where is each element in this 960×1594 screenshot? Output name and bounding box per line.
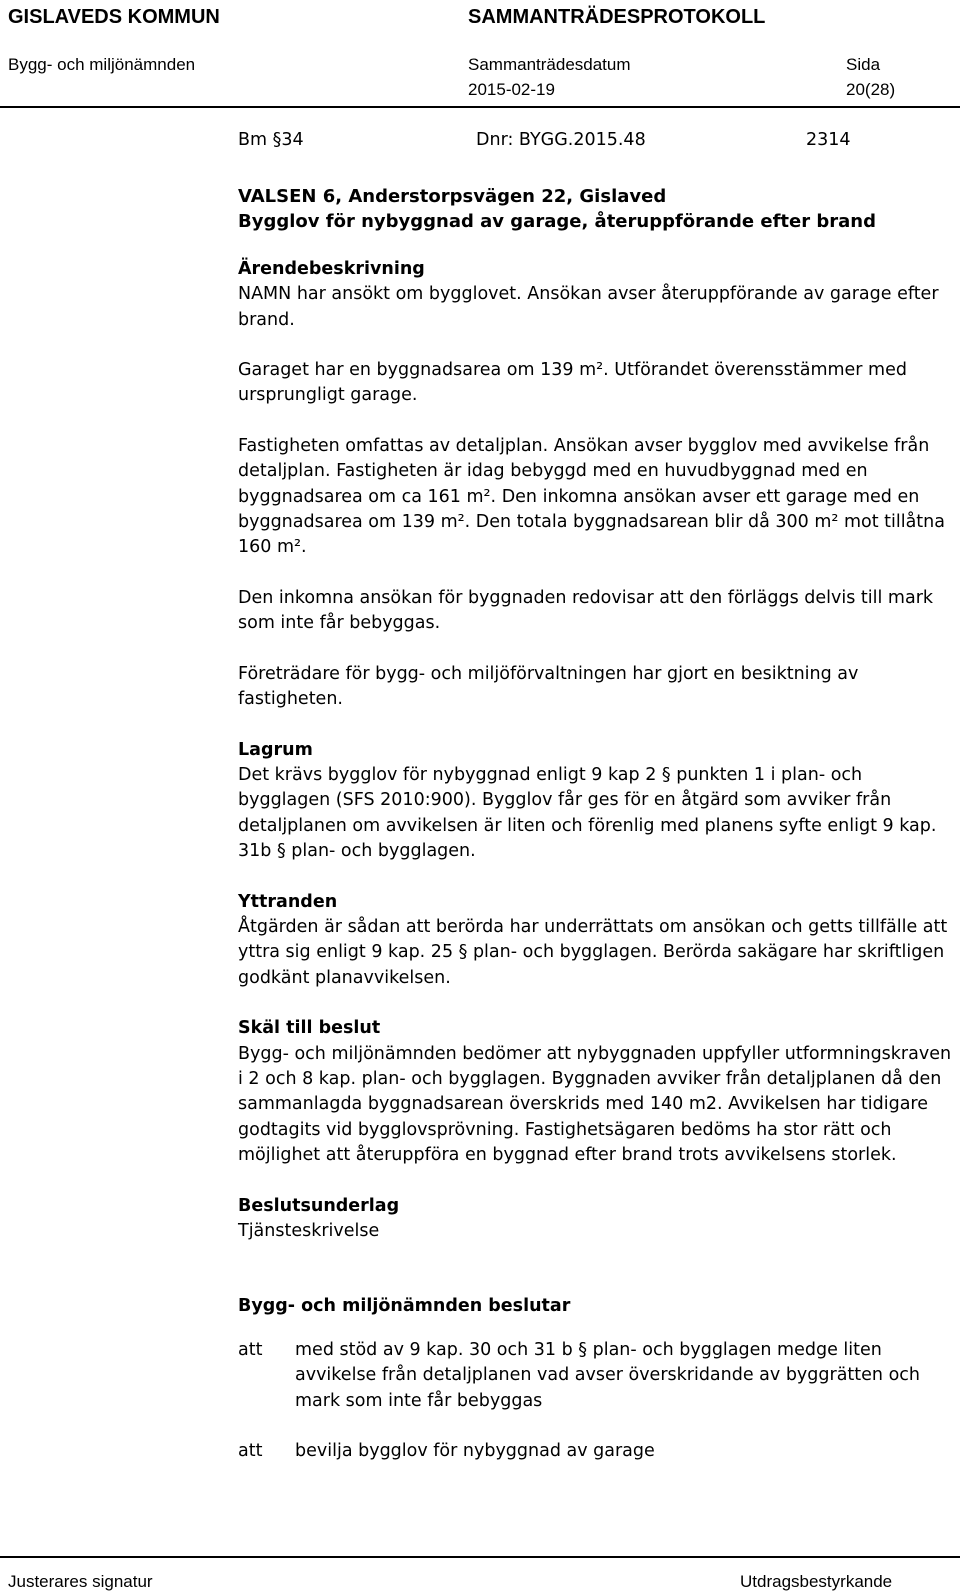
decision-text: med stöd av 9 kap. 30 och 31 b § plan- och bygglagen medge liten avvikelse från detaljplanen vad avser överskridande av byggrätten och mark som inte får bebyggas bbox=[295, 1339, 920, 1411]
decision-item bbox=[238, 1439, 958, 1464]
statements-text: Åtgärden är sådan att berörda har underrättats om ansökan och getts tillfälle att yttra sig enligt 9 kap. 25 § plan- och bygglagen. Berörda sakägare har skriftligen godkänt planavvikelsen. bbox=[238, 916, 948, 988]
description-paragraph: Fastigheten omfattas av detaljplan. Ansökan avser bygglov med avvikelse från detaljplan. Fastigheten är idag bebyggd med en huvudbyggnad med en byggnadsarea om ca 161 m². Den inkomna ansökan avser ett garage med en byggnadsarea om 139 m². Den totala byggnadsarean blir då 300 m² mot tillåtna 160 m². bbox=[238, 435, 945, 558]
meeting-date-label: Sammanträdesdatum bbox=[468, 55, 631, 74]
reason-heading: Skäl till beslut bbox=[238, 1018, 381, 1039]
law-text: Det krävs bygglov för nybyggnad enligt 9 kap 2 § punkten 1 i plan- och bygglagen (SFS 2010:900). Bygglov får ges för en åtgärd som avviker från detaljplanen om avvikelsen är liten och förenlig med planens syfte enligt 9 kap. 31b § plan- och bygglagen. bbox=[238, 764, 937, 862]
protocol-header bbox=[0, 0, 960, 108]
page-label: Sida bbox=[846, 55, 881, 74]
decision-item bbox=[238, 1338, 958, 1414]
description-paragraph: Garaget har en byggnadsarea om 139 m². Utförandet överensstämmer med ursprungligt garage. bbox=[238, 360, 907, 406]
basis-heading: Beslutsunderlag bbox=[238, 1195, 400, 1216]
case-title: VALSEN 6, Anderstorpsvägen 22, Gislaved bbox=[238, 186, 667, 207]
description-paragraph: NAMN har ansökt om bygglovet. Ansökan avser återuppförande av garage efter brand. bbox=[238, 284, 939, 330]
case-subtitle: Bygglov för nybyggnad av garage, återuppförande efter brand bbox=[238, 211, 876, 233]
diary-number: Dnr: BYGG.2015.48 bbox=[476, 130, 646, 150]
description-paragraph: Företrädare för bygg- och miljöförvaltningen har gjort en besiktning av fastigheten. bbox=[238, 663, 859, 710]
description-paragraph: Den inkomna ansökan för byggnaden redovisar att den förläggs delvis till mark som inte får bebyggas. bbox=[238, 587, 934, 634]
protocol-footer bbox=[0, 1556, 960, 1594]
law-heading: Lagrum bbox=[238, 739, 313, 760]
protocol-body bbox=[238, 128, 958, 1464]
document-type: SAMMANTRÄDESPROTOKOLL bbox=[468, 6, 766, 28]
case-number: 2314 bbox=[806, 130, 851, 150]
decision-prefix: att bbox=[238, 1441, 263, 1462]
header-divider bbox=[0, 106, 960, 108]
statements-heading: Yttranden bbox=[238, 891, 338, 912]
meeting-date: 2015-02-19 bbox=[468, 80, 555, 99]
decision-heading: Bygg- och miljönämnden beslutar bbox=[238, 1296, 571, 1317]
description-heading: Ärendebeskrivning bbox=[238, 258, 425, 279]
paragraph-number: Bm §34 bbox=[238, 130, 304, 150]
reason-text: Bygg- och miljönämnden bedömer att nybyggnaden uppfyller utformningskraven i 2 och 8 kap. plan- och bygglagen. Byggnaden avviker från detaljplanen då den sammanlagda byggnadsarean överskrids med 140 m2. Avvikelsen har tidigare godtagits vid bygglovsprövning. Fastighetsägaren bedöms ha stor rätt och möjlighet att återuppföra en byggnad efter brand trots avvikelsens storlek. bbox=[238, 1043, 952, 1166]
committee-name: Bygg- och miljönämnden bbox=[8, 55, 196, 74]
decision-text: bevilja bygglov för nybyggnad av garage bbox=[295, 1441, 655, 1462]
page-number: 20(28) bbox=[846, 80, 896, 99]
footer-divider bbox=[0, 1556, 960, 1558]
extract-certification-label: Utdragsbestyrkande bbox=[740, 1572, 893, 1591]
adjuster-signature-label: Justerares signatur bbox=[8, 1572, 153, 1591]
basis-text: Tjänsteskrivelse bbox=[238, 1221, 380, 1241]
case-reference bbox=[238, 128, 958, 162]
municipality-name: GISLAVEDS KOMMUN bbox=[8, 6, 220, 28]
decision-prefix: att bbox=[238, 1339, 263, 1360]
